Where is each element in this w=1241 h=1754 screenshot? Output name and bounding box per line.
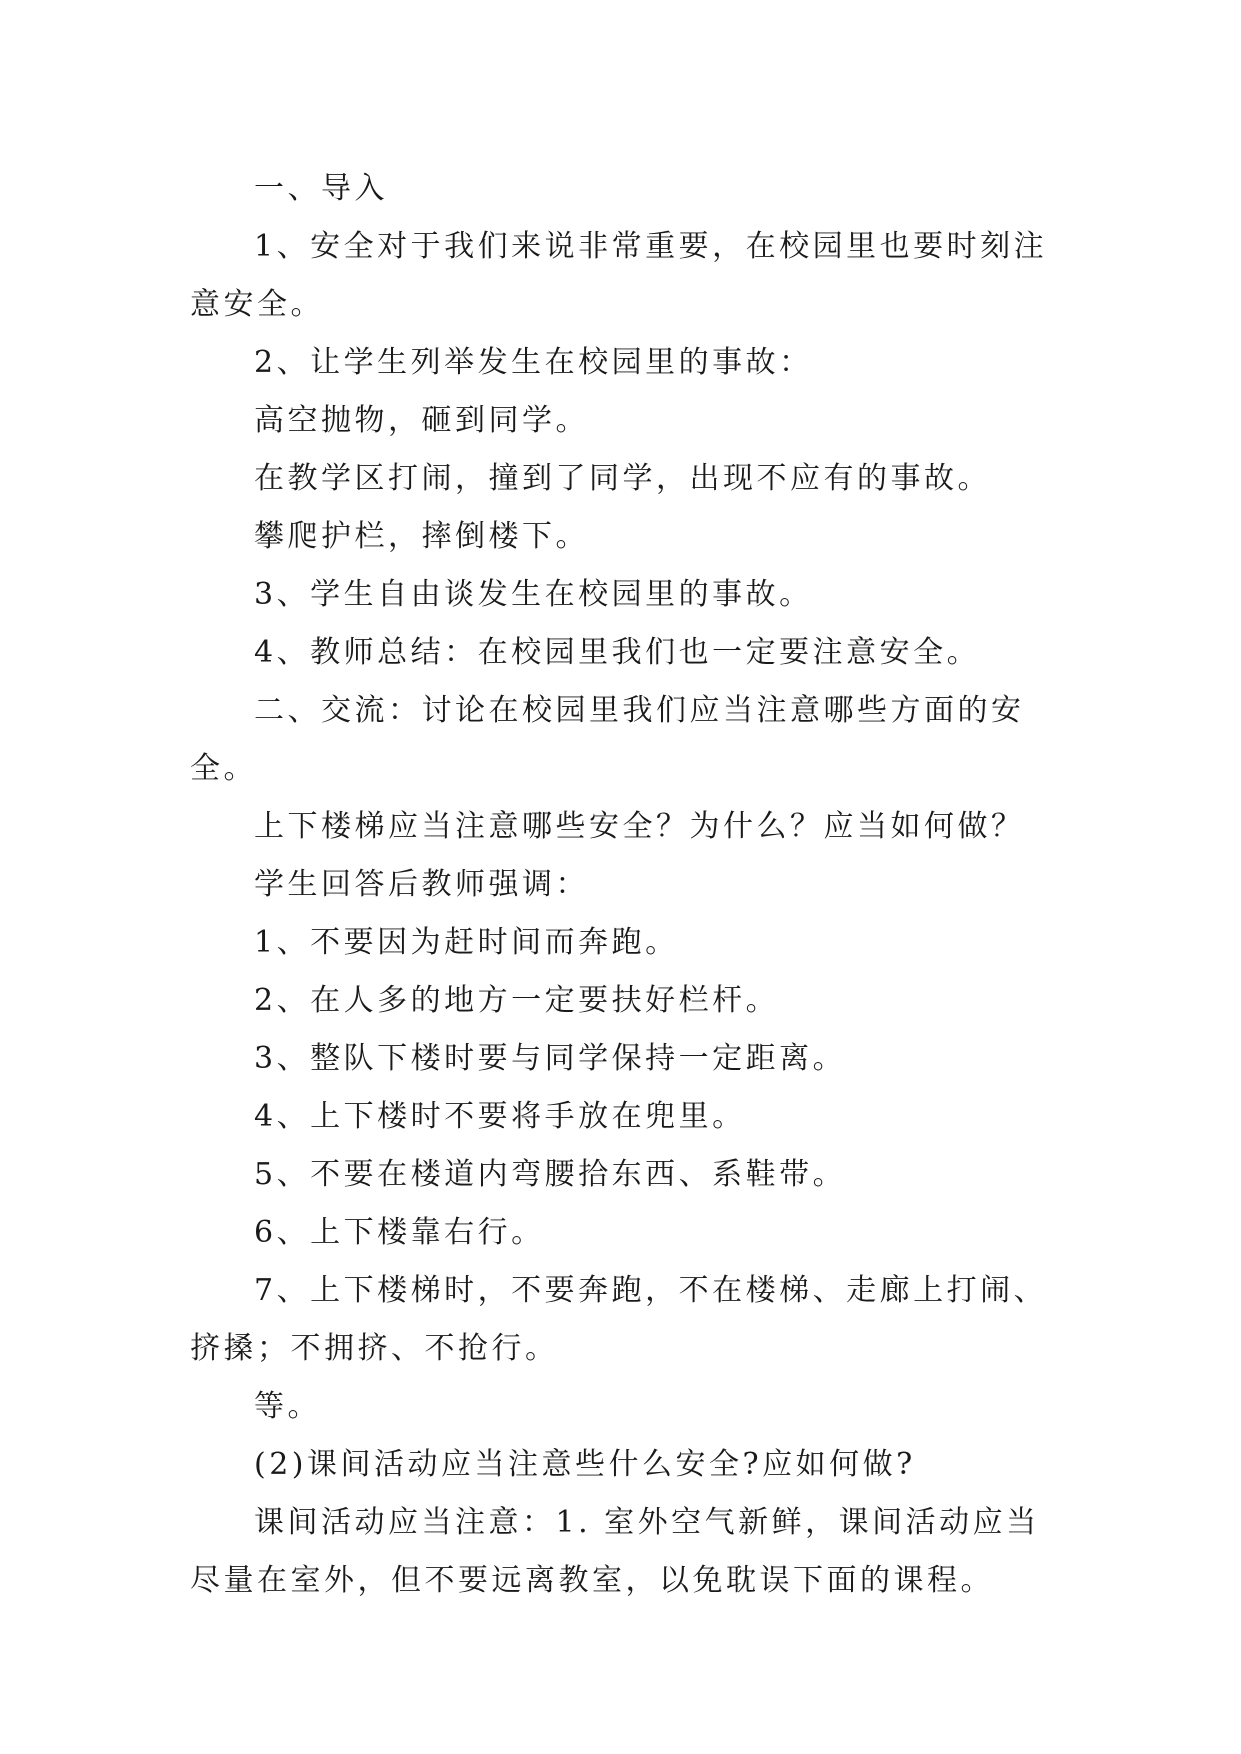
paragraph: 4、教师总结：在校园里我们也一定要注意安全。	[254, 635, 981, 670]
paragraph: 上下楼梯应当注意哪些安全？为什么？应当如何做？	[254, 809, 1025, 844]
list-item: 6、上下楼靠右行。	[254, 1215, 545, 1250]
section-heading-intro: 一、导入	[254, 171, 388, 206]
paragraph: 等。	[254, 1389, 321, 1424]
list-item: 2、在人多的地方一定要扶好栏杆。	[254, 983, 780, 1018]
paragraph: 课间活动应当注意：1. 室外空气新鲜，课间活动应当尽量在室外，但不要远离教室，以免耽误下面的课程。	[190, 1505, 1040, 1598]
list-item: 4、上下楼时不要将手放在兜里。	[254, 1099, 746, 1134]
paragraph: 3、学生自由谈发生在校园里的事故。	[254, 577, 813, 612]
paragraph: 攀爬护栏，摔倒楼下。	[254, 519, 589, 554]
paragraph: 高空抛物，砸到同学。	[254, 403, 589, 438]
list-item: 1、不要因为赶时间而奔跑。	[254, 925, 679, 960]
document-body	[190, 160, 1050, 1610]
list-item: 7、上下楼梯时，不要奔跑，不在楼梯、走廊上打闹、挤搡；不拥挤、不抢行。	[190, 1273, 1048, 1366]
list-item: 3、整队下楼时要与同学保持一定距离。	[254, 1041, 847, 1076]
section-heading-discussion: 二、交流：讨论在校园里我们应当注意哪些方面的安全。	[190, 693, 1025, 786]
list-item: 5、不要在楼道内弯腰拾东西、系鞋带。	[254, 1157, 847, 1192]
paragraph: 1、安全对于我们来说非常重要，在校园里也要时刻注意安全。	[190, 229, 1048, 322]
paragraph: 在教学区打闹，撞到了同学，出现不应有的事故。	[254, 461, 991, 496]
paragraph: 学生回答后教师强调：	[254, 867, 589, 902]
paragraph: (2)课间活动应当注意些什么安全?应如何做?	[254, 1447, 916, 1482]
paragraph: 2、让学生列举发生在校园里的事故：	[254, 345, 813, 380]
